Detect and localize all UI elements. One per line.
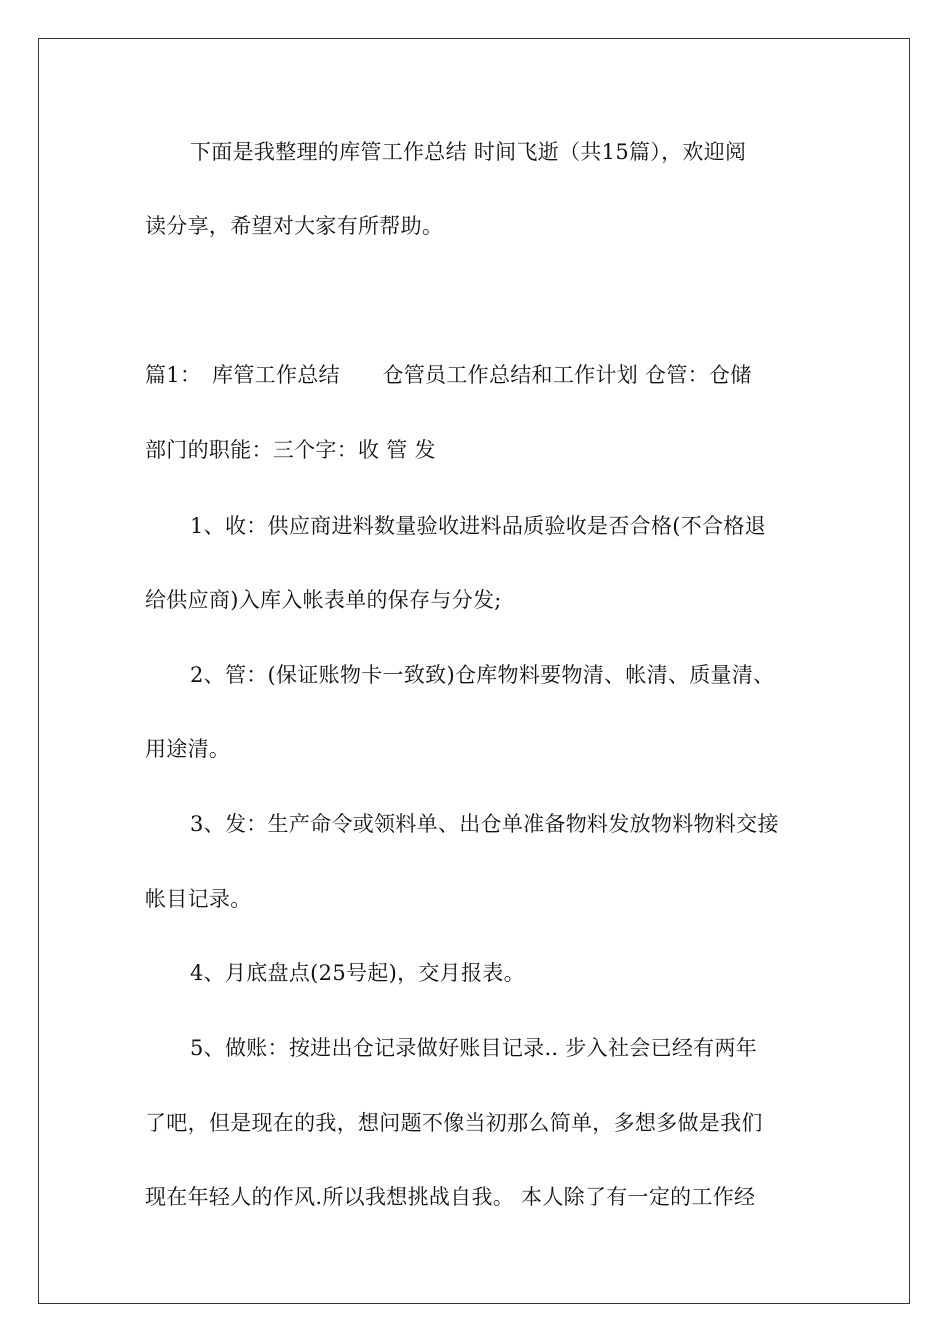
intro-line-2: 读分享，希望对大家有所帮助。 — [145, 214, 444, 238]
item-1-line-2: 给供应商)入库入帐表单的保存与分发; — [145, 588, 502, 612]
item-4-line: 4、月底盘点(25号起)，交月报表。 — [190, 961, 525, 985]
item-3-line-1: 3、发：生产命令或领料单、出仓单准备物料发放物料物料交接 — [190, 812, 779, 836]
item-5-line-3: 现在年轻人的作风.所以我想挑战自我。 本人除了有一定的工作经 — [145, 1185, 756, 1209]
item-2-line-2: 用途清。 — [145, 737, 231, 761]
intro-line-1: 下面是我整理的库管工作总结 时间飞逝（共15篇），欢迎阅 — [190, 140, 747, 164]
item-5-line-1: 5、做账：按进出仓记录做好账目记录.. 步入社会已经有两年 — [190, 1036, 758, 1060]
item-1-line-1: 1、收：供应商进料数量验收进料品质验收是否合格(不合格退 — [190, 514, 766, 538]
paragraph-line: 部门的职能：三个字：收 管 发 — [145, 438, 436, 462]
item-2-line-1: 2、管：(保证账物卡一致致)仓库物料要物清、帐清、质量清、 — [190, 663, 775, 687]
article-heading-line: 篇1： 库管工作总结 仓管员工作总结和工作计划 仓管：仓储 — [145, 363, 752, 387]
item-3-line-2: 帐目记录。 — [145, 887, 252, 911]
item-5-line-2: 了吧，但是现在的我，想问题不像当初那么简单，多想多做是我们 — [145, 1111, 763, 1135]
